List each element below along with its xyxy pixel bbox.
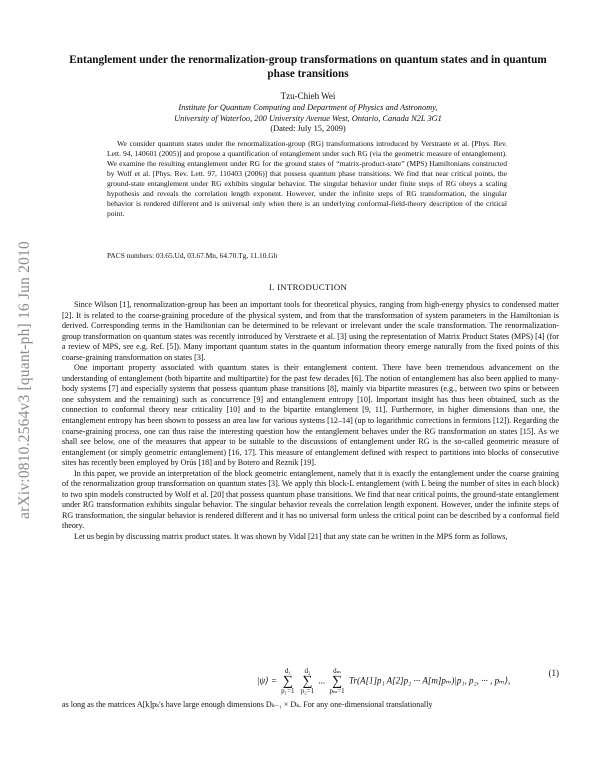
sum-2-top: d₂ — [304, 667, 311, 675]
post-equation-text: as long as the matrices A[k]pₖ's have large enough dimensions Dₖ₋₁ × Dₖ. For any one-dimensional translationally — [62, 700, 433, 709]
arxiv-identifier: arXiv:0810.2564v3 [quant-ph] 16 Jun 2010 — [16, 241, 33, 519]
paragraph: Let us begin by discussing matrix product states. It was shown by Vidal [21] that any state can be written in the MPS form as follows, — [74, 532, 508, 542]
paragraph: One important property associated with quantum states is their entanglement content. There have been tremendous advancement on the understanding of entanglement (both bipartite and multipartite) for the past few decades [6]. The notion of entanglement has also been applied to many-body systems [7] and especially systems that possess quantum phase transitions [8], mainly via bipartite measures (e.g., between two spins or between one subsystem and the remaining) such as concurrence [9] and entanglement entropy [10]. Important insight has thus been obtained, such as the connection to conformal theory near criticality [10] and to the bipartite entanglement [9, 11]. Furthermore, in higher dimensions than one, the entanglement entropy has been shown to possess an area law for various systems [12–14] (up to logarithmic corrections in fermions [12]). Regarding the coarse-graining process, one can thus raise the interesting question how the entanglement behaves under the RG transformation on states [15]. As we shall see below, one of the measures that appear to be suitable to the discussions of entanglement under RG is the so-called geometric measure of entanglement (or simply geometric entanglement) [16, 17]. This measure of entanglement defined with respect to partitions into blocks of consecutive sites has recently been employed by Orús [18] and by Botero and Reznik [19]. — [62, 363, 559, 468]
equation-dots: ... — [318, 675, 326, 686]
sum-1 — [281, 668, 294, 695]
sigma-icon: ∑ — [302, 674, 313, 689]
sigma-icon: ∑ — [332, 674, 343, 689]
sum-3 — [329, 668, 344, 695]
affiliation — [58, 103, 558, 124]
equation-body — [257, 668, 510, 695]
paragraph: In this paper, we provide an interpretation of the block geometric entanglement, namely that it is exactly the entanglement under the coarse graining of the renormalization group transformation on quantum states [3]. We apply this block-L entanglement (with L being the number of sites in each block) to two spin models constructed by Wolf et al. [20] that possess quantum phase transitions. We find that near critical points, the ground-state entanglement under RG transformation exhibits singular behavior. The singular behavior reveals the correlation length exponent. However, under the infinite steps of RG transformation, the singular behavior is rendered different and it has no universal form unless the critical point can be described by a conformal field theory. — [62, 468, 559, 531]
sum-2-bottom: p₂=1 — [300, 687, 315, 695]
sum-2 — [301, 668, 314, 695]
arxiv-stamp — [14, 160, 36, 600]
equation-number: (1) — [548, 668, 559, 678]
pacs-numbers: PACS numbers: 03.65.Ud, 03.67.Mn, 64.70.Tg, 11.10.Gh — [107, 251, 278, 260]
paper-title: Entanglement under the renormalization-group transformations on quantum states and in quantum phase transitions — [69, 54, 547, 80]
affiliation-line-2: University of Waterloo, 200 University Avenue West, Ontario, Canada N2L 3G1 — [174, 113, 442, 123]
section-heading: I. INTRODUCTION — [268, 282, 348, 292]
sum-3-top: dₘ — [333, 667, 341, 675]
equation-rhs: Tr(A[1]p₁ A[2]p₂ ··· A[m]pₘ)|p₁, p₂, ··· , pₘ⟩, — [348, 675, 511, 686]
sum-1-bottom: p₁=1 — [281, 687, 295, 695]
paragraph: Since Wilson [1], renormalization-group has been an important tools for theoretical physics, ranging from high-energy physics to condensed matter [2]. It is related to the coarse-graining procedure of the physical system, and from that the transformation of system parameters in the Hamiltonian is derived. Corresponding terms in the Hamiltonian can be determined to be relevant or irrelevant under the scale transformation. The renormalization-group transformation on quantum states was recently introduced by Verstraete et al. [3] using the representation of Matrix Product States (MPS) [4] (for a review of MPS, see e.g. Ref. [5]). Many important quantum states in the quantum information theory emerge naturally from the fixed points of this coarse-graining transformation on states [3]. — [62, 300, 559, 362]
affiliation-line-1: Institute for Quantum Computing and Department of Physics and Astronomy, — [178, 103, 438, 112]
equation-1 — [62, 660, 559, 695]
sum-3-bottom: pₘ=1 — [329, 687, 345, 695]
sigma-icon: ∑ — [282, 674, 293, 689]
author-name: Tzu-Chieh Wei — [280, 91, 336, 101]
introduction-body — [62, 300, 559, 543]
equation-lhs: |ψ⟩ = — [257, 675, 277, 686]
abstract: We consider quantum states under the renormalization-group (RG) transformations introduced by Verstraete et al. [Phys. Rev. Lett. 94, 140601 (2005)] and propose a quantification of entanglement under such RG (via the geometric measure of entanglement). We examine the resulting entanglement under RG for the ground states of “matrix-product-state” (MPS) Hamiltonians constructed by Wolf et al. [Phys. Rev. Lett. 97, 110403 (2006)] that possess quantum phase transitions. We find that near critical points, the ground-state entanglement under RG exhibits singular behavior. The singular behavior under finite steps of RG obeys a scaling hypothesis and reveals the correlation length exponent. However, under the infinite steps of RG transformation, the singular behavior is rendered different and is universal only when there is an underlying conformal-field-theory description of the critical point. — [107, 139, 507, 219]
date-line: (Dated: July 15, 2009) — [270, 124, 346, 133]
sum-1-top: d₁ — [284, 667, 291, 675]
